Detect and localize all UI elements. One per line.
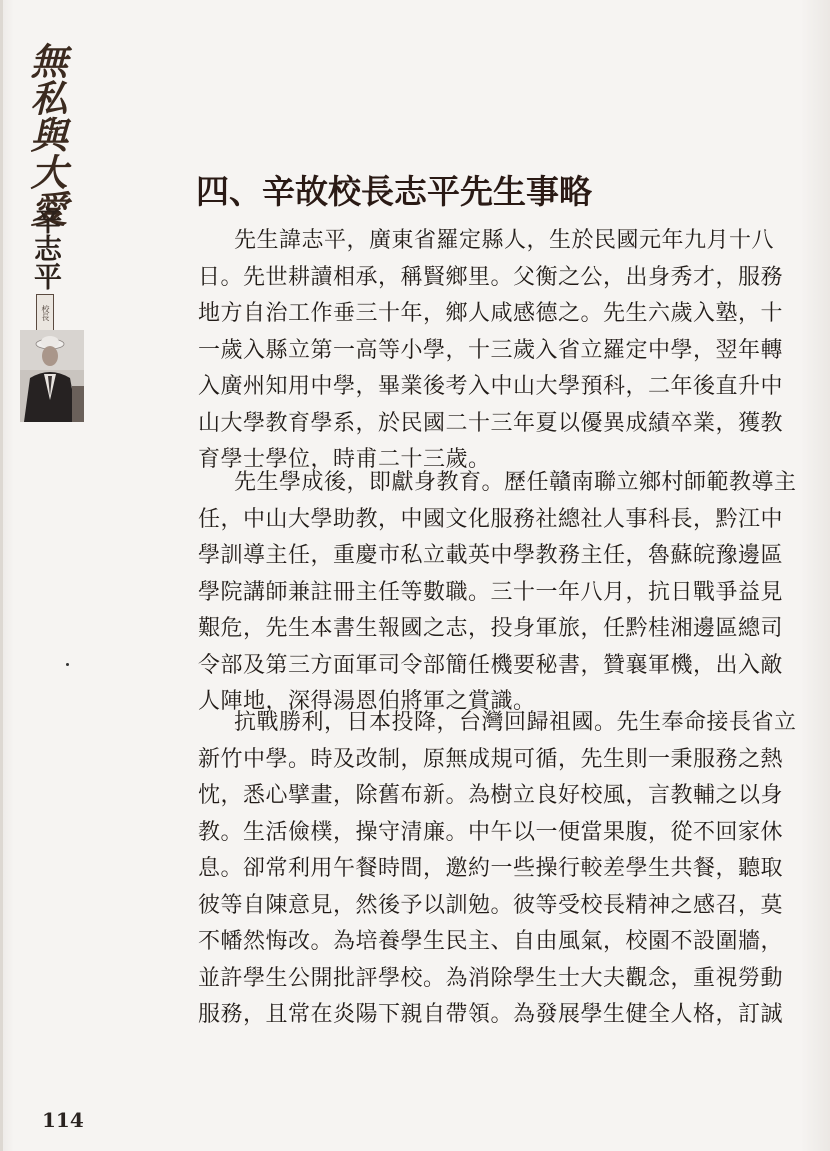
portrait-image [20, 330, 84, 422]
sidebar-seal: 校長 [36, 294, 54, 332]
text-line: 艱危，先生本書生報國之志，投身軍旅，任黔桂湘邊區總司 [198, 616, 784, 641]
text-line: 育學士學位，時甫二十三歲。 [198, 447, 491, 472]
text-line: 抗戰勝利，日本投降，台灣回歸祖國。先生奉命接長省立 [234, 710, 797, 735]
scan-speck [66, 663, 69, 666]
paragraph-3 [198, 705, 797, 1034]
text-line: 先生諱志平，廣東省羅定縣人，生於民國元年九月十八 [234, 228, 775, 253]
text-line: 不幡然悔改。為培養學生民主、自由風氣，校園不設圍牆， [198, 929, 784, 954]
text-line: 入廣州知用中學，畢業後考入中山大學預科，二年後直升中 [198, 374, 784, 399]
text-line: 新竹中學。時及改制，原無成規可循，先生則一秉服務之熱 [198, 746, 784, 772]
text-line: 山大學教育學系，於民國二十三年夏以優異成績卒業，獲教 [198, 410, 784, 436]
page-number: 114 [42, 1108, 84, 1132]
sidebar-person-name: 辛志平 [30, 206, 63, 290]
text-line: 學院講師兼註冊主任等數職。三十一年八月，抗日戰爭益見 [198, 579, 784, 605]
sidebar-book-title: 無私與大愛 [24, 42, 68, 227]
paragraph-2 [198, 465, 797, 721]
text-line: 人陣地，深得湯恩伯將軍之賞識。 [198, 689, 536, 714]
text-line: 一歲入縣立第一高等小學，十三歲入省立羅定中學，翌年轉 [198, 337, 784, 363]
text-line: 學訓導主任，重慶市私立載英中學教務主任，魯蘇皖豫邊區 [198, 543, 784, 568]
text-line: 並許學生公開批評學校。為消除學生士大夫觀念，重視勞動 [198, 965, 784, 991]
text-line: 忱，悉心擘畫，除舊布新。為樹立良好校風，言教輔之以身 [198, 783, 784, 808]
text-line: 令部及第三方面軍司令部簡任機要秘書，贊襄軍機，出入敵 [198, 652, 784, 678]
article-heading: 四、辛故校長志平先生事略 [196, 172, 592, 211]
text-line: 任，中山大學助教，中國文化服務社總社人事科長，黔江中 [198, 506, 784, 532]
page-spine [0, 0, 3, 1151]
text-line: 教。生活儉樸，操守清廉。中午以一便當果腹，從不回家休 [198, 819, 784, 845]
text-line: 息。卻常利用午餐時間，邀約一些操行較差學生共餐，聽取 [198, 856, 784, 881]
text-line: 地方自治工作垂三十年，鄉人咸感德之。先生六歲入塾，十 [198, 301, 784, 326]
text-line: 服務，且常在炎陽下親自帶領。為發展學生健全人格，訂誠 [198, 1002, 784, 1027]
portrait-photo [20, 330, 84, 422]
paragraph-1 [198, 223, 784, 479]
text-line: 彼等自陳意見，然後予以訓勉。彼等受校長精神之感召，莫 [198, 892, 784, 918]
text-line: 先生學成後，即獻身教育。歷任贛南聯立鄉村師範教導主 [234, 470, 797, 495]
text-line: 日。先世耕讀相承，稱賢鄉里。父衡之公，出身秀才，服務 [198, 264, 784, 290]
